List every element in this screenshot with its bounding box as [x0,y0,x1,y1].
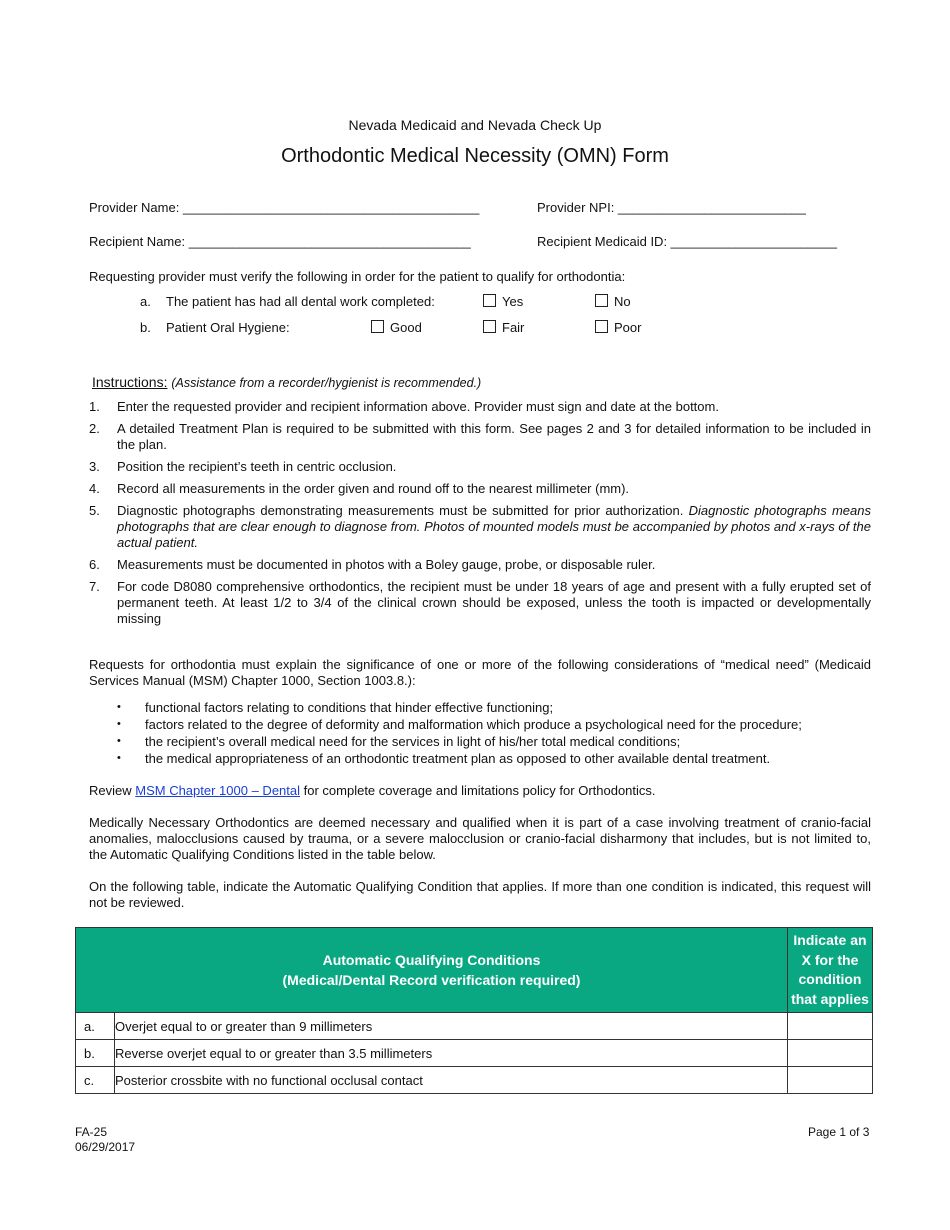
medical-need-intro: Requests for orthodontia must explain the significance of one or more of the following considerations of “medical need” (Medicaid Services Manual (MSM) Chapter 1000, Section 1003.8.): [89,657,871,688]
verify-intro: Requesting provider must verify the following in order for the patient to qualify for orthodontia: [89,269,626,284]
verify-a-text: The patient has had all dental work completed: [166,294,435,309]
page-number: Page 1 of 3 [808,1125,870,1139]
review-suffix: for complete coverage and limitations policy for Orthodontics. [300,783,656,798]
bullet-icon: • [117,701,121,713]
instruction-text: Measurements must be documented in photos with a Boley gauge, probe, or disposable ruler. [117,557,656,572]
yes-label: Yes [502,294,524,309]
provider-name-field[interactable]: Provider Name: _________________________________________ [89,200,480,215]
bullet-text: functional factors relating to conditions that hinder effective functioning; [145,700,554,715]
list-item [117,716,877,733]
instruction-item [89,481,871,497]
no-checkbox[interactable] [595,294,608,307]
list-item [117,699,877,716]
list-item [117,733,877,750]
side-header-line: X for the [801,951,859,968]
instruction-text: For code D8080 comprehensive orthodontics, the recipient must be under 18 years of age and present with a fully erupted set of permanent teeth. At least 1/2 to 3/4 of the clinical crown should be exposed, unless the tooth is impacted or developmentally missing [117,579,871,626]
row-mark-cell[interactable] [788,1013,873,1040]
list-item [117,750,877,767]
verify-b-label: b. [140,320,151,335]
qualifying-conditions-table [75,927,873,1094]
instruction-number: 3. [89,459,100,474]
instruction-text: Record all measurements in the order given and round off to the nearest millimeter (mm). [117,481,630,496]
recipient-medicaid-id-field[interactable]: Recipient Medicaid ID: _______________________ [537,234,837,249]
msm-chapter-link[interactable]: MSM Chapter 1000 – Dental [135,783,301,798]
review-prefix: Review [89,783,136,798]
side-header-line: that applies [791,990,869,1007]
instruction-text: A detailed Treatment Plan is required to be submitted with this form. See pages 2 and 3 for detailed information to be included in the plan. [117,421,871,452]
instruction-number: 1. [89,399,100,414]
no-label: No [614,294,631,309]
table-row [76,1040,873,1067]
instruction-number: 6. [89,557,100,572]
poor-label: Poor [614,320,642,335]
fair-label: Fair [502,320,525,335]
instruction-item [89,579,871,627]
dental-work-yes-option[interactable] [483,294,523,309]
row-label: c. [76,1067,115,1094]
hygiene-fair-option[interactable] [483,320,524,335]
instruction-number: 5. [89,503,100,518]
medical-need-list [117,699,877,767]
instruction-number: 7. [89,579,100,594]
row-label: b. [76,1040,115,1067]
form-date: 06/29/2017 [75,1140,136,1154]
form-title: Orthodontic Medical Necessity (OMN) Form [281,145,669,167]
row-mark-cell[interactable] [788,1067,873,1094]
instruction-item [89,459,871,475]
poor-checkbox[interactable] [595,320,608,333]
instruction-text: Diagnostic photographs demonstrating measurements must be submitted for prior authorization. [117,503,684,518]
row-condition: Posterior crossbite with no functional occlusal contact [115,1067,788,1094]
row-condition: Overjet equal to or greater than 9 millimeters [115,1013,788,1040]
instruction-text: Enter the requested provider and recipient information above. Provider must sign and date at the bottom. [117,399,719,414]
bullet-text: factors related to the degree of deformity and malformation which produce a psychological need for the procedure; [145,717,802,732]
verify-a-label: a. [140,294,151,309]
fair-checkbox[interactable] [483,320,496,333]
table-header-line2: (Medical/Dental Record verification required) [282,972,581,988]
table-header-main [76,928,788,1013]
row-mark-cell[interactable] [788,1040,873,1067]
instruction-text: Position the recipient’s teeth in centric occlusion. [117,459,397,474]
form-subtitle: Nevada Medicaid and Nevada Check Up [348,117,602,133]
bullet-icon: • [117,718,121,730]
table-header-line1: Automatic Qualifying Conditions [322,952,541,968]
good-checkbox[interactable] [371,320,384,333]
hygiene-poor-option[interactable] [595,320,641,335]
bullet-text: the medical appropriateness of an orthodontic treatment plan as opposed to other available dental treatment. [145,751,771,766]
instructions-list [89,399,871,633]
instruction-italic-text: Diagnostic photographs means photographs that are clear enough to diagnose from. Photos of mounted models must be accompanied by photos and x-rays of the actual patient. [117,503,871,550]
instruction-number: 2. [89,421,100,436]
instruction-item [89,557,871,573]
dental-work-no-option[interactable] [595,294,631,309]
bullet-icon: • [117,735,121,747]
yes-checkbox[interactable] [483,294,496,307]
instruction-item [89,399,871,415]
row-label: a. [76,1013,115,1040]
hygiene-good-option[interactable] [371,320,422,335]
bullet-text: the recipient’s overall medical need for the services in light of his/her total medical conditions; [145,734,681,749]
recipient-name-field[interactable]: Recipient Name: _______________________________________ [89,234,471,249]
table-intro-paragraph: On the following table, indicate the Automatic Qualifying Condition that applies. If more than one condition is indicated, this request will not be reviewed. [89,879,871,910]
table-header-side [788,928,873,1013]
side-header-line: condition [798,971,862,987]
necessary-paragraph: Medically Necessary Orthodontics are deemed necessary and qualified when it is part of a case involving treatment of cranio-facial anomalies, malocclusions caused by trauma, or a severe malocclusion or cranio-facial disharmony that includes, but is not limited to, the Automatic Qualifying Conditions listed in the table below. [89,815,871,862]
instructions-heading [92,374,481,390]
provider-npi-field[interactable]: Provider NPI: __________________________ [537,200,806,215]
row-condition: Reverse overjet equal to or greater than 3.5 millimeters [115,1040,788,1067]
instructions-note: (Assistance from a recorder/hygienist is recommended.) [171,376,482,390]
table-row [76,1067,873,1094]
side-header-line: Indicate an [793,932,867,948]
verify-b-text: Patient Oral Hygiene: [166,320,290,335]
bullet-icon: • [117,752,121,764]
table-row [76,1013,873,1040]
instructions-title: Instructions: [92,374,168,390]
instruction-item [89,503,871,551]
review-paragraph [89,783,871,799]
instruction-number: 4. [89,481,100,496]
good-label: Good [390,320,422,335]
form-id: FA-25 [75,1125,108,1139]
instruction-item [89,421,871,453]
